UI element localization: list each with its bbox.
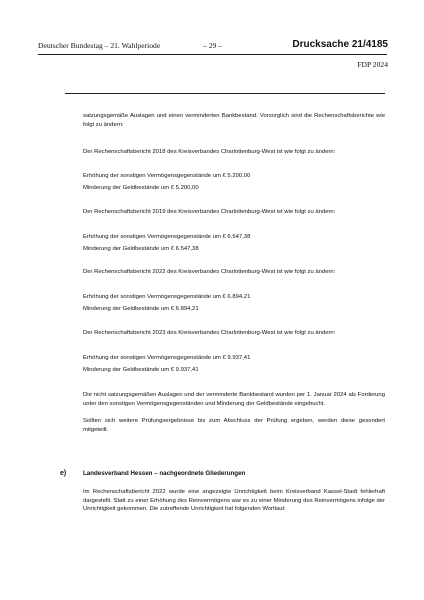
header-publication: Deutscher Bundestag – 21. Wahlperiode (38, 41, 161, 50)
paragraph-further-results: Sollten sich weitere Prüfungsergebnisse bis zum Abschluss der Prüfung ergeben, werden diese gesondert mitgeteilt. (83, 418, 385, 433)
section-e-letter: e) (60, 470, 67, 477)
paragraph-intro (83, 112, 385, 129)
paragraph-2023-increase: Erhöhung der sonstigen Vermögensgegenstände um € 9.937,41 (83, 355, 251, 361)
paragraph-2018-intro: Der Rechenschaftsbericht 2018 des Kreisverbandes Charlottenburg-West ist wie folgt zu ändern: (83, 149, 336, 155)
drucksache-number: 4185 (365, 39, 388, 50)
paragraph-2019-increase: Erhöhung der sonstigen Vermögensgegenstände um € 6.547,38 (83, 234, 251, 240)
paragraph-2019-intro: Der Rechenschaftsbericht 2019 des Kreisverbandes Charlottenburg-West ist wie folgt zu ändern: (83, 209, 336, 215)
section-rule (65, 93, 385, 94)
paragraph-booking: Die nicht satzungsgemäßen Auslagen und der verminderte Bankbestand wurden per 1. Januar 2024 als Forderung unter den sonstigen Vermögensgegenständen und Minderung der Geldbestände eingebucht. (83, 392, 385, 407)
header-rule (38, 54, 387, 55)
drucksache-label: Drucksache 21/ (292, 39, 366, 50)
paragraph-2022-increase: Erhöhung der sonstigen Vermögensgegenstände um € 6.894,21 (83, 294, 251, 300)
paragraph-2023-decrease: Minderung der Geldbestände um € 9.937,41 (83, 367, 199, 373)
paragraph-2018-increase: Erhöhung der sonstigen Vermögensgegenstände um € 5.200,00 (83, 173, 251, 179)
header-party: FDP 2024 (357, 60, 388, 69)
paragraph-2018-decrease: Minderung der Geldbestände um € 5.200,00 (83, 185, 199, 191)
paragraph-2019-decrease: Minderung der Geldbestände um € 6.547,38 (83, 246, 199, 252)
paragraph-2023-intro: Der Rechenschaftsbericht 2023 des Kreisverbandes Charlottenburg-West ist wie folgt zu ändern: (83, 330, 336, 336)
header-drucksache (292, 39, 388, 50)
paragraph-2022-intro: Der Rechenschaftsbericht 2022 des Kreisverbandes Charlottenburg-West ist wie folgt zu ändern: (83, 269, 336, 275)
paragraph-2022-decrease: Minderung der Geldbestände um € 6.894,21 (83, 306, 199, 312)
header-page-number: – 29 – (203, 41, 222, 50)
section-e-text: Im Rechenschaftsbericht 2022 wurde eine angezeigte Unrichtigkeit beim Kreisverband Kassel-Stadt fehlerhaft dargestellt. Statt zu einer Erhöhung des Reinvermögens war es zu einer Minderung des Reinvermögens infolge der Unrichtigkeit gekommen. Die zutreffende Unrichtigkeit hat folgenden Wortlaut: (83, 489, 385, 513)
paragraph-intro-text: satzungsgemäße Auslagen und einen verminderten Bankbestand. Vorsorglich sind die Rechenschaftsberichte wie folgt zu ändern: (83, 113, 385, 128)
section-e-title: Landesverband Hessen – nachgeordnete Gliederungen (83, 470, 246, 477)
